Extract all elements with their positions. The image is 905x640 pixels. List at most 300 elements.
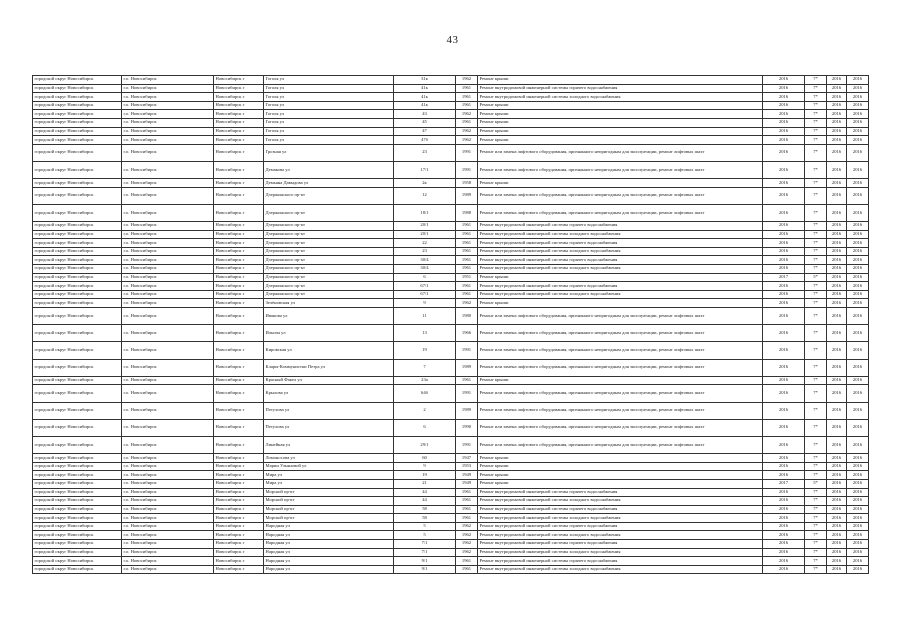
work-type-cell: Ремонт или замена лифтового оборудования, признанного непригодным для эксплуатации, ремонт лифтовых шахт: [478, 385, 763, 402]
municipality-cell: городской округ Новосибирск: [33, 265, 122, 274]
table-row: [33, 308, 869, 325]
house-number-cell: 44: [394, 488, 456, 497]
year-built-cell: 1961: [456, 239, 478, 248]
street-cell: Гоголя ул: [264, 127, 394, 136]
priority-cell: 5*: [805, 273, 827, 282]
table-row: [33, 419, 869, 436]
priority-cell: 7*: [805, 488, 827, 497]
table-row: [33, 127, 869, 136]
year-built-cell: 1991: [456, 385, 478, 402]
work-type-cell: Ремонт или замена лифтового оборудования, признанного непригодным для эксплуатации, ремонт лифтовых шахт: [478, 359, 763, 376]
year-built-cell: 1961: [456, 265, 478, 274]
city-cell: Новосибирск г: [214, 179, 264, 188]
year-built-cell: 1961: [456, 557, 478, 566]
municipality-cell: городской округ Новосибирск: [33, 239, 122, 248]
work-type-cell: Ремонт или замена лифтового оборудования, признанного непригодным для эксплуатации, ремонт лифтовых шахт: [478, 436, 763, 453]
street-cell: Гоголя ул: [264, 101, 394, 110]
year-built-cell: 1962: [456, 110, 478, 119]
house-number-cell: 22: [394, 239, 456, 248]
municipality-cell: городской округ Новосибирск: [33, 299, 122, 308]
house-number-cell: 41к: [394, 93, 456, 102]
street-cell: Демьяна Давыдова ул: [264, 179, 394, 188]
end-year-cell: 2016: [847, 76, 869, 85]
table-row: [33, 471, 869, 480]
end-year-cell: 2016: [847, 471, 869, 480]
district-cell: г.о. Новосибирск: [122, 136, 214, 145]
table-row: [33, 548, 869, 557]
work-type-cell: Ремонт крыши: [478, 76, 763, 85]
start-year-cell: 2016: [827, 505, 847, 514]
work-type-cell: Ремонт или замена лифтового оборудования, признанного непригодным для эксплуатации, ремонт лифтовых шахт: [478, 402, 763, 419]
city-cell: Новосибирск г: [214, 565, 264, 574]
table-row: [33, 230, 869, 239]
priority-cell: 7*: [805, 325, 827, 342]
street-cell: Дзержинского пр-кт: [264, 187, 394, 204]
municipality-cell: городской округ Новосибирск: [33, 282, 122, 291]
street-cell: Народная ул: [264, 522, 394, 531]
district-cell: г.о. Новосибирск: [122, 325, 214, 342]
table-row: [33, 273, 869, 282]
year-built-cell: 1961: [456, 247, 478, 256]
start-year-cell: 2016: [827, 187, 847, 204]
start-year-cell: 2016: [827, 204, 847, 221]
street-cell: Дзержинского пр-кт: [264, 230, 394, 239]
street-cell: Ломоносова ул: [264, 454, 394, 463]
table-row: [33, 565, 869, 574]
city-cell: Новосибирск г: [214, 514, 264, 523]
district-cell: г.о. Новосибирск: [122, 222, 214, 231]
plan-year-cell: 2016: [763, 282, 805, 291]
house-number-cell: 9/1: [394, 557, 456, 566]
plan-year-cell: 2016: [763, 540, 805, 549]
street-cell: Мира ул: [264, 471, 394, 480]
district-cell: г.о. Новосибирск: [122, 127, 214, 136]
street-cell: Дзержинского пр-кт: [264, 290, 394, 299]
plan-year-cell: 2016: [763, 101, 805, 110]
start-year-cell: 2016: [827, 522, 847, 531]
start-year-cell: 2016: [827, 565, 847, 574]
municipality-cell: городской округ Новосибирск: [33, 565, 122, 574]
plan-year-cell: 2016: [763, 84, 805, 93]
house-number-cell: 64б: [394, 385, 456, 402]
district-cell: г.о. Новосибирск: [122, 557, 214, 566]
city-cell: Новосибирск г: [214, 110, 264, 119]
start-year-cell: 2016: [827, 127, 847, 136]
work-type-cell: Ремонт крыши: [478, 101, 763, 110]
city-cell: Новосибирск г: [214, 419, 264, 436]
district-cell: г.о. Новосибирск: [122, 179, 214, 188]
municipality-cell: городской округ Новосибирск: [33, 436, 122, 453]
city-cell: Новосибирск г: [214, 273, 264, 282]
work-type-cell: Ремонт внутридомовой инженерной системы холодного водоснабжения: [478, 565, 763, 574]
plan-year-cell: 2016: [763, 402, 805, 419]
plan-year-cell: 2016: [763, 505, 805, 514]
plan-year-cell: 2016: [763, 522, 805, 531]
start-year-cell: 2016: [827, 110, 847, 119]
plan-year-cell: 2016: [763, 359, 805, 376]
house-number-cell: 9: [394, 462, 456, 471]
work-type-cell: Ремонт или замена лифтового оборудования, признанного непригодным для эксплуатации, ремонт лифтовых шахт: [478, 187, 763, 204]
street-cell: Дзержинского пр-кт: [264, 204, 394, 221]
district-cell: г.о. Новосибирск: [122, 93, 214, 102]
plan-year-cell: 2016: [763, 179, 805, 188]
city-cell: Новосибирск г: [214, 488, 264, 497]
house-number-cell: 20/1: [394, 230, 456, 239]
priority-cell: 7*: [805, 462, 827, 471]
municipality-cell: городской округ Новосибирск: [33, 325, 122, 342]
work-type-cell: Ремонт крыши: [478, 471, 763, 480]
plan-year-cell: 2017: [763, 479, 805, 488]
work-type-cell: Ремонт внутридомовой инженерной системы горячего водоснабжения: [478, 522, 763, 531]
end-year-cell: 2016: [847, 479, 869, 488]
start-year-cell: 2016: [827, 540, 847, 549]
end-year-cell: 2016: [847, 101, 869, 110]
plan-year-cell: 2016: [763, 548, 805, 557]
table-row: [33, 222, 869, 231]
street-cell: Народная ул: [264, 531, 394, 540]
city-cell: Новосибирск г: [214, 522, 264, 531]
plan-year-cell: 2016: [763, 204, 805, 221]
start-year-cell: 2016: [827, 479, 847, 488]
priority-cell: 7*: [805, 531, 827, 540]
municipality-cell: городской округ Новосибирск: [33, 540, 122, 549]
district-cell: г.о. Новосибирск: [122, 376, 214, 385]
municipality-cell: городской округ Новосибирск: [33, 136, 122, 145]
end-year-cell: 2016: [847, 282, 869, 291]
house-number-cell: 5: [394, 522, 456, 531]
house-number-cell: 20/1: [394, 222, 456, 231]
plan-year-cell: 2016: [763, 187, 805, 204]
table-row: [33, 488, 869, 497]
year-built-cell: 1961: [456, 230, 478, 239]
district-cell: г.о. Новосибирск: [122, 144, 214, 161]
municipality-cell: городской округ Новосибирск: [33, 308, 122, 325]
house-number-cell: 21: [394, 479, 456, 488]
work-type-cell: Ремонт крыши: [478, 127, 763, 136]
city-cell: Новосибирск г: [214, 247, 264, 256]
municipality-cell: городской округ Новосибирск: [33, 110, 122, 119]
table-row: [33, 342, 869, 359]
street-cell: Дзержинского пр-кт: [264, 265, 394, 274]
municipality-cell: городской округ Новосибирск: [33, 179, 122, 188]
table-row: [33, 76, 869, 85]
street-cell: Гоголя ул: [264, 93, 394, 102]
work-type-cell: Ремонт внутридомовой инженерной системы холодного водоснабжения: [478, 497, 763, 506]
year-built-cell: 1961: [456, 282, 478, 291]
priority-cell: 7*: [805, 557, 827, 566]
plan-year-cell: 2016: [763, 488, 805, 497]
plan-year-cell: 2016: [763, 239, 805, 248]
priority-cell: 7*: [805, 265, 827, 274]
start-year-cell: 2016: [827, 136, 847, 145]
house-number-cell: 58: [394, 514, 456, 523]
house-number-cell: 41к: [394, 101, 456, 110]
end-year-cell: 2016: [847, 531, 869, 540]
end-year-cell: 2016: [847, 522, 869, 531]
start-year-cell: 2016: [827, 497, 847, 506]
priority-cell: 7*: [805, 256, 827, 265]
start-year-cell: 2016: [827, 230, 847, 239]
street-cell: Дзержинского пр-кт: [264, 222, 394, 231]
plan-year-cell: 2016: [763, 110, 805, 119]
priority-cell: 7*: [805, 239, 827, 248]
municipality-cell: городской округ Новосибирск: [33, 522, 122, 531]
priority-cell: 7*: [805, 230, 827, 239]
municipality-cell: городской округ Новосибирск: [33, 419, 122, 436]
street-cell: Народная ул: [264, 565, 394, 574]
year-built-cell: 1949: [456, 471, 478, 480]
end-year-cell: 2016: [847, 230, 869, 239]
work-type-cell: Ремонт внутридомовой инженерной системы горячего водоснабжения: [478, 557, 763, 566]
year-built-cell: 1962: [456, 522, 478, 531]
year-built-cell: 1961: [456, 118, 478, 127]
city-cell: Новосибирск г: [214, 187, 264, 204]
work-type-cell: Ремонт или замена лифтового оборудования, признанного непригодным для эксплуатации, ремонт лифтовых шахт: [478, 308, 763, 325]
street-cell: Клары-Коммунистки Петра ул: [264, 359, 394, 376]
plan-year-cell: 2016: [763, 76, 805, 85]
table-row: [33, 161, 869, 178]
end-year-cell: 2016: [847, 144, 869, 161]
plan-year-cell: 2016: [763, 161, 805, 178]
street-cell: Кировская ул: [264, 342, 394, 359]
plan-year-cell: 2016: [763, 136, 805, 145]
end-year-cell: 2016: [847, 204, 869, 221]
city-cell: Новосибирск г: [214, 299, 264, 308]
end-year-cell: 2016: [847, 187, 869, 204]
municipality-cell: городской округ Новосибирск: [33, 342, 122, 359]
priority-cell: 7*: [805, 247, 827, 256]
house-number-cell: 18/1: [394, 204, 456, 221]
priority-cell: 7*: [805, 540, 827, 549]
municipality-cell: городской округ Новосибирск: [33, 222, 122, 231]
end-year-cell: 2016: [847, 161, 869, 178]
work-type-cell: Ремонт или замена лифтового оборудования, признанного непригодным для эксплуатации, ремонт лифтовых шахт: [478, 161, 763, 178]
table-row: [33, 265, 869, 274]
street-cell: Морской пр-кт: [264, 505, 394, 514]
plan-year-cell: 2016: [763, 93, 805, 102]
house-number-cell: 2: [394, 402, 456, 419]
street-cell: Иванова ул: [264, 308, 394, 325]
table-row: [33, 239, 869, 248]
municipality-cell: городской округ Новосибирск: [33, 144, 122, 161]
plan-year-cell: 2016: [763, 497, 805, 506]
end-year-cell: 2016: [847, 290, 869, 299]
district-cell: г.о. Новосибирск: [122, 161, 214, 178]
municipality-cell: городской округ Новосибирск: [33, 471, 122, 480]
house-number-cell: 23: [394, 144, 456, 161]
municipality-cell: городской округ Новосибирск: [33, 187, 122, 204]
street-cell: Гоголя ул: [264, 84, 394, 93]
end-year-cell: 2016: [847, 273, 869, 282]
house-number-cell: 23: [394, 247, 456, 256]
work-type-cell: Ремонт крыши: [478, 179, 763, 188]
priority-cell: 7*: [805, 110, 827, 119]
table-row: [33, 522, 869, 531]
street-cell: Демакова ул: [264, 161, 394, 178]
end-year-cell: 2016: [847, 239, 869, 248]
district-cell: г.о. Новосибирск: [122, 531, 214, 540]
city-cell: Новосибирск г: [214, 230, 264, 239]
city-cell: Новосибирск г: [214, 557, 264, 566]
city-cell: Новосибирск г: [214, 101, 264, 110]
work-type-cell: Ремонт крыши: [478, 136, 763, 145]
municipality-cell: городской округ Новосибирск: [33, 385, 122, 402]
municipality-cell: городской округ Новосибирск: [33, 93, 122, 102]
priority-cell: 7*: [805, 359, 827, 376]
table-row: [33, 385, 869, 402]
city-cell: Новосибирск г: [214, 76, 264, 85]
district-cell: г.о. Новосибирск: [122, 359, 214, 376]
start-year-cell: 2016: [827, 282, 847, 291]
street-cell: Народная ул: [264, 548, 394, 557]
table-row: [33, 187, 869, 204]
table-row: [33, 462, 869, 471]
priority-cell: 7*: [805, 179, 827, 188]
end-year-cell: 2016: [847, 454, 869, 463]
year-built-cell: 1962: [456, 76, 478, 85]
year-built-cell: 1989: [456, 359, 478, 376]
house-number-cell: 67/1: [394, 290, 456, 299]
work-type-cell: Ремонт крыши: [478, 454, 763, 463]
street-cell: Морской пр-кт: [264, 514, 394, 523]
street-cell: Народная ул: [264, 557, 394, 566]
table-row: [33, 110, 869, 119]
priority-cell: 7*: [805, 161, 827, 178]
house-number-cell: 9: [394, 299, 456, 308]
city-cell: Новосибирск г: [214, 256, 264, 265]
work-type-cell: Ремонт внутридомовой инженерной системы холодного водоснабжения: [478, 548, 763, 557]
city-cell: Новосибирск г: [214, 342, 264, 359]
house-number-cell: 11: [394, 308, 456, 325]
start-year-cell: 2016: [827, 462, 847, 471]
work-type-cell: Ремонт внутридомовой инженерной системы холодного водоснабжения: [478, 93, 763, 102]
start-year-cell: 2016: [827, 531, 847, 540]
city-cell: Новосибирск г: [214, 290, 264, 299]
plan-year-cell: 2017: [763, 273, 805, 282]
start-year-cell: 2016: [827, 557, 847, 566]
city-cell: Новосибирск г: [214, 462, 264, 471]
municipality-cell: городской округ Новосибирск: [33, 557, 122, 566]
district-cell: г.о. Новосибирск: [122, 565, 214, 574]
house-number-cell: 7/1: [394, 540, 456, 549]
city-cell: Новосибирск г: [214, 239, 264, 248]
city-cell: Новосибирск г: [214, 282, 264, 291]
table-row: [33, 282, 869, 291]
city-cell: Новосибирск г: [214, 385, 264, 402]
start-year-cell: 2016: [827, 359, 847, 376]
year-built-cell: 1949: [456, 479, 478, 488]
plan-year-cell: 2016: [763, 308, 805, 325]
year-built-cell: 1961: [456, 93, 478, 102]
priority-cell: 7*: [805, 101, 827, 110]
start-year-cell: 2016: [827, 308, 847, 325]
end-year-cell: 2016: [847, 110, 869, 119]
year-built-cell: 1962: [456, 548, 478, 557]
house-number-cell: 23а: [394, 376, 456, 385]
work-type-cell: Ремонт внутридомовой инженерной системы горячего водоснабжения: [478, 239, 763, 248]
table-row: [33, 101, 869, 110]
table-row: [33, 118, 869, 127]
page-number: 43: [446, 34, 459, 46]
table-row: [33, 247, 869, 256]
house-number-cell: 30/4: [394, 265, 456, 274]
year-built-cell: 1962: [456, 136, 478, 145]
work-type-cell: Ремонт внутридомовой инженерной системы холодного водоснабжения: [478, 531, 763, 540]
start-year-cell: 2016: [827, 436, 847, 453]
year-built-cell: 1961: [456, 376, 478, 385]
house-number-cell: 47б: [394, 136, 456, 145]
priority-cell: 7*: [805, 342, 827, 359]
municipality-cell: городской округ Новосибирск: [33, 290, 122, 299]
year-built-cell: 1991: [456, 144, 478, 161]
city-cell: Новосибирск г: [214, 222, 264, 231]
priority-cell: 7*: [805, 299, 827, 308]
priority-cell: 7*: [805, 402, 827, 419]
city-cell: Новосибирск г: [214, 436, 264, 453]
end-year-cell: 2016: [847, 505, 869, 514]
work-type-cell: Ремонт крыши: [478, 462, 763, 471]
street-cell: Крылова ул: [264, 385, 394, 402]
work-type-cell: Ремонт внутридомовой инженерной системы горячего водоснабжения: [478, 505, 763, 514]
plan-year-cell: 2016: [763, 514, 805, 523]
start-year-cell: 2016: [827, 471, 847, 480]
city-cell: Новосибирск г: [214, 479, 264, 488]
start-year-cell: 2016: [827, 256, 847, 265]
district-cell: г.о. Новосибирск: [122, 454, 214, 463]
house-number-cell: 31к: [394, 76, 456, 85]
work-type-cell: Ремонт крыши: [478, 118, 763, 127]
end-year-cell: 2016: [847, 376, 869, 385]
priority-cell: 7*: [805, 136, 827, 145]
plan-year-cell: 2016: [763, 385, 805, 402]
table-row: [33, 376, 869, 385]
city-cell: Новосибирск г: [214, 93, 264, 102]
end-year-cell: 2016: [847, 402, 869, 419]
end-year-cell: 2016: [847, 93, 869, 102]
priority-cell: 7*: [805, 436, 827, 453]
table-row: [33, 436, 869, 453]
start-year-cell: 2016: [827, 548, 847, 557]
street-cell: Зелёновская ул: [264, 299, 394, 308]
district-cell: г.о. Новосибирск: [122, 402, 214, 419]
end-year-cell: 2016: [847, 419, 869, 436]
table-row: [33, 144, 869, 161]
city-cell: Новосибирск г: [214, 204, 264, 221]
work-type-cell: Ремонт крыши: [478, 376, 763, 385]
start-year-cell: 2016: [827, 144, 847, 161]
district-cell: г.о. Новосибирск: [122, 436, 214, 453]
priority-cell: 7*: [805, 565, 827, 574]
city-cell: Новосибирск г: [214, 471, 264, 480]
district-cell: г.о. Новосибирск: [122, 514, 214, 523]
work-type-cell: Ремонт внутридомовой инженерной системы холодного водоснабжения: [478, 247, 763, 256]
year-built-cell: 1961: [456, 101, 478, 110]
year-built-cell: 1991: [456, 342, 478, 359]
table-row: [33, 479, 869, 488]
work-type-cell: Ремонт внутридомовой инженерной системы горячего водоснабжения: [478, 488, 763, 497]
house-number-cell: 19: [394, 342, 456, 359]
plan-year-cell: 2016: [763, 436, 805, 453]
house-number-cell: 7/1: [394, 548, 456, 557]
year-built-cell: 1989: [456, 402, 478, 419]
priority-cell: 7*: [805, 144, 827, 161]
municipality-cell: городской округ Новосибирск: [33, 402, 122, 419]
city-cell: Новосибирск г: [214, 359, 264, 376]
priority-cell: 7*: [805, 93, 827, 102]
start-year-cell: 2016: [827, 325, 847, 342]
priority-cell: 7*: [805, 505, 827, 514]
street-cell: Гоголя ул: [264, 136, 394, 145]
